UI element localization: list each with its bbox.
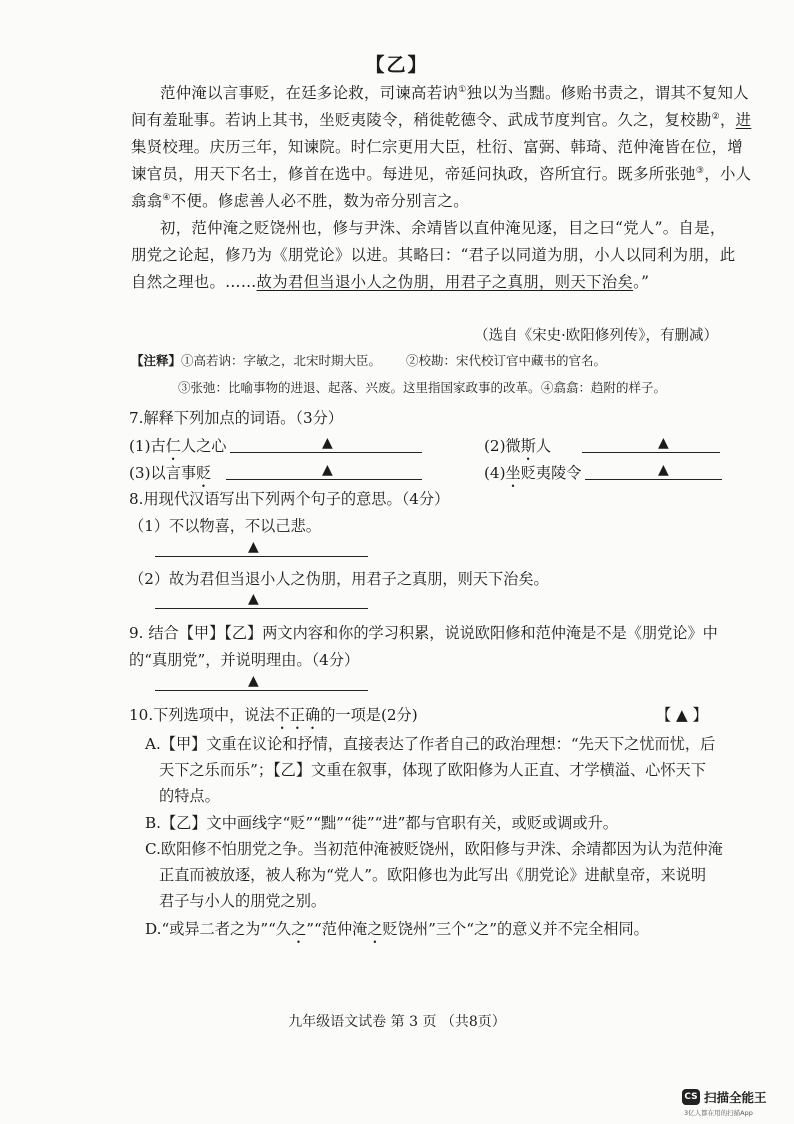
option-a-cont: 天下之乐而乐”；【乙】文重在叙事，体现了欧阳修为人正直、才学横溢、心怀天下 bbox=[159, 761, 706, 779]
q7-item-3: (3)以言事贬 bbox=[129, 464, 212, 482]
answer-mark: ▲ bbox=[322, 462, 333, 478]
question-9-stem-cont: 的“真朋党”，并说明理由。（4分） bbox=[129, 651, 360, 669]
section-title: 【乙】 bbox=[365, 54, 429, 76]
answer-mark: ▲ bbox=[658, 435, 669, 451]
q7-item-2: (2)微斯人 bbox=[484, 437, 552, 455]
q7-item-4: (4)坐贬夷陵令 bbox=[484, 464, 582, 482]
option-c-cont: 正直而被放逐，被人称为“党人”。欧阳修也为此写出《朋党论》进献皇帝，来说明 bbox=[159, 866, 707, 884]
passage-line: 集贤校理。庆历三年，知谏院。时仁宗更用大臣，杜衍、富弼、韩琦、范仲淹皆在位，增 bbox=[131, 138, 743, 156]
page-footer: 九年级语文试卷 第 3 页 （共8页） bbox=[288, 1014, 506, 1030]
passage-line: 自然之理也。……故为君但当退小人之伪朋，用君子之真朋，则天下治矣。” bbox=[131, 273, 650, 291]
answer-line[interactable] bbox=[226, 479, 422, 480]
scanner-logo bbox=[682, 1087, 792, 1119]
passage-line: 翕翕④不便。修虑善人必不胜，数为帝分别言之。 bbox=[131, 192, 469, 210]
cs-icon: CS bbox=[682, 1089, 700, 1105]
question-9-stem: 9. 结合【甲】【乙】两文内容和你的学习积累，说说欧阳修和范仲淹是不是《朋党论》中 bbox=[129, 624, 718, 642]
option-a: A.【甲】文重在议论和抒情，直接表达了作者自己的政治理想：“先天下之忧而忧，后 bbox=[145, 735, 716, 753]
passage-line: 朋党之论起，修乃为《朋党论》以进。其略曰：“君子以同道为朋，小人以同利为朋，此 bbox=[131, 246, 736, 264]
q8-sentence-1: （1）不以物喜，不以己悲。 bbox=[129, 517, 321, 535]
note-line: ③张弛：比喻事物的进退、起落、兴废。这里指国家政事的改革。 bbox=[178, 380, 541, 395]
option-a-cont: 的特点。 bbox=[159, 787, 220, 805]
question-8-stem: 8.用现代汉语写出下列两个句子的意思。（4分） bbox=[129, 490, 450, 508]
answer-line[interactable] bbox=[230, 452, 422, 453]
note-line: ④翕翕：趋附的样子。 bbox=[541, 380, 667, 395]
passage-line: 范仲淹以言事贬，在廷多论救，司谏高若讷①独以为当黜。修贻书责之，谓其不复知人 bbox=[160, 84, 749, 102]
underlined-sentence: 故为君但当退小人之伪朋，用君子之真朋，则天下治矣 bbox=[256, 273, 634, 291]
source-citation: （选自《宋史·欧阳修列传》，有删减） bbox=[474, 328, 718, 344]
answer-line[interactable] bbox=[585, 479, 722, 480]
note-line: 【注释】①高若讷：字敏之，北宋时期大臣。 bbox=[131, 353, 382, 368]
question-7-stem: 7.解释下列加点的词语。（3分） bbox=[129, 409, 343, 427]
q8-sentence-2: （2）故为君但当退小人之伪朋，用君子之真朋，则天下治矣。 bbox=[129, 570, 549, 588]
question-10-stem: 10.下列选项中，说法不正确的一项是(2分) bbox=[129, 706, 418, 724]
answer-line[interactable] bbox=[155, 690, 368, 691]
answer-mark: ▲ bbox=[322, 435, 333, 451]
scanner-tagline: 3亿人都在用的扫描App bbox=[684, 1109, 753, 1117]
option-b: B.【乙】文中画线字“贬”“黜”“徙”“进”都与官职有关，或贬或调或升。 bbox=[145, 814, 618, 832]
answer-line[interactable] bbox=[155, 556, 368, 557]
option-d: D.“或异二者之为”“久之”“范仲淹之贬饶州”三个“之”的意义并不完全相同。 bbox=[145, 920, 649, 938]
scanner-name: 扫描全能王 bbox=[704, 1090, 767, 1105]
answer-mark: ▲ bbox=[248, 591, 259, 607]
answer-line[interactable] bbox=[155, 608, 368, 609]
answer-mark: ▲ bbox=[658, 462, 669, 478]
answer-mark: ▲ bbox=[248, 673, 259, 689]
answer-mark: ▲ bbox=[248, 539, 259, 555]
q7-item-1: (1)古仁人之心 bbox=[129, 437, 227, 455]
answer-line[interactable] bbox=[582, 452, 720, 453]
notes-label: 【注释】 bbox=[131, 353, 182, 368]
passage-line: 初，范仲淹之贬饶州也，修与尹洙、余靖皆以直仲淹见逐，目之曰“党人”。自是， bbox=[160, 219, 726, 237]
passage-line: 谏官员，用天下名士，修首在选中。每进见，帝延问执政，咨所宜行。既多所张弛③，小人 bbox=[131, 165, 752, 183]
answer-bracket[interactable]: 【 ▲ 】 bbox=[656, 706, 708, 724]
note-line: ②校勘：宋代校订官中藏书的官名。 bbox=[406, 353, 607, 368]
option-c: C.欧阳修不怕朋党之争。当初范仲淹被贬饶州，欧阳修与尹洙、余靖都因为认为范仲淹 bbox=[145, 840, 723, 858]
passage-line: 间有羞耻事。若讷上其书，坐贬夷陵令，稍徙乾德令、武成节度判官。久之，复校勘②，进 bbox=[131, 111, 752, 129]
option-c-cont: 君子与小人的朋党之别。 bbox=[159, 892, 327, 910]
